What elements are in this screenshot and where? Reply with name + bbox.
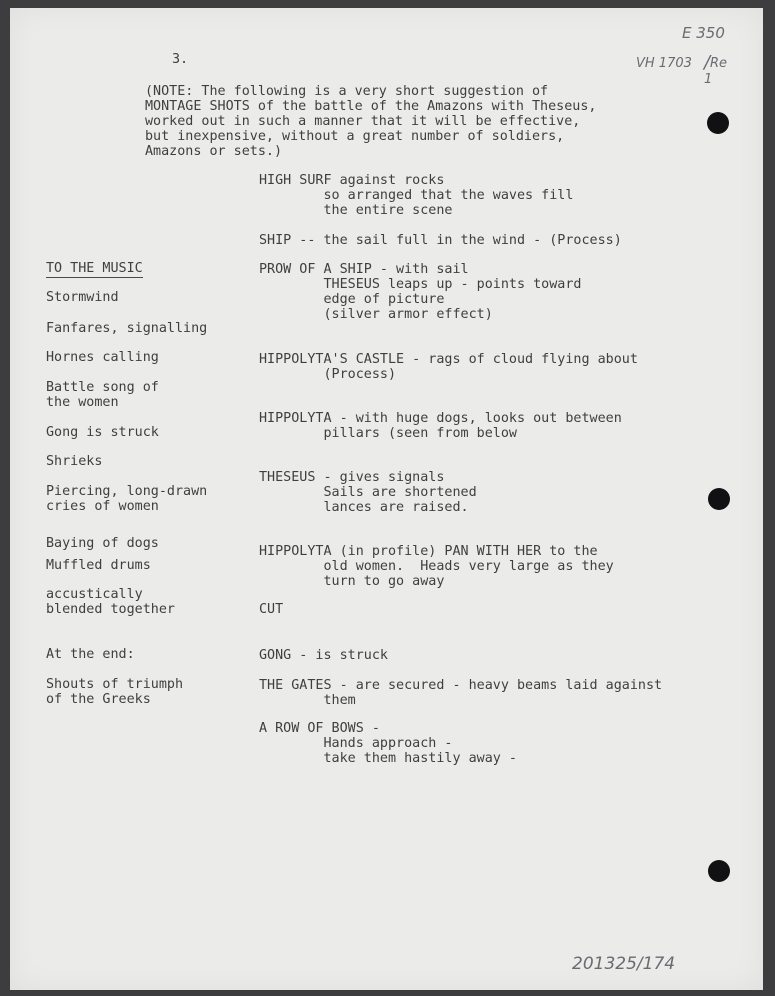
music-cue: Piercing, long-drawn cries of women <box>46 484 208 514</box>
music-heading: TO THE MUSIC <box>46 261 143 276</box>
music-cue: Shrieks <box>46 454 103 469</box>
note-line: MONTAGE SHOTS of the battle of the Amazons with Theseus, <box>145 99 597 114</box>
shot-description: SHIP -- the sail full in the wind - (Process) <box>259 233 622 248</box>
music-cue: Shouts of triumph of the Greeks <box>46 677 184 707</box>
music-cue: Baying of dogs <box>46 536 159 551</box>
music-cue: Gong is struck <box>46 425 159 440</box>
punch-hole <box>707 112 729 134</box>
note-line: Amazons or sets.) <box>145 144 283 159</box>
archive-inventory-number: 201325/174 <box>572 954 676 974</box>
music-cue: Stormwind <box>46 290 119 305</box>
shot-description: GONG - is struck <box>259 648 388 663</box>
shot-description: A ROW OF BOWS - Hands approach - take them hastily away - <box>259 721 517 766</box>
music-cue: Battle song of the women <box>46 380 159 410</box>
archive-signature: 1 <box>704 72 713 87</box>
music-cue: Muffled drums <box>46 558 151 573</box>
shot-description: HIPPOLYTA - with huge dogs, looks out between pillars (seen from below <box>259 411 622 441</box>
music-cue: Fanfares, signalling <box>46 321 208 336</box>
note-line: (NOTE: The following is a very short suggestion of <box>145 84 549 99</box>
music-cue: accustically blended together <box>46 587 175 617</box>
shot-description: HIPPOLYTA'S CASTLE - rags of cloud flying about (Process) <box>259 352 638 382</box>
shot-description: CUT <box>259 602 284 617</box>
page-number: 3. <box>172 52 189 67</box>
archive-code: E 350 <box>682 24 725 42</box>
archive-signature: Re <box>710 56 728 71</box>
shot-description: THE GATES - are secured - heavy beams laid against them <box>259 678 663 708</box>
archive-signature: VH 1703 <box>636 56 692 71</box>
note-line: worked out in such a manner that it will be effective, <box>145 114 581 129</box>
archive-signature-slash: / <box>704 52 711 73</box>
shot-description: THESEUS - gives signals Sails are shortened lances are raised. <box>259 470 477 515</box>
shot-description: PROW OF A SHIP - with sail THESEUS leaps up - points toward edge of picture (silver armor effect) <box>259 262 582 322</box>
shot-description: HIGH SURF against rocks so arranged that the waves fill the entire scene <box>259 173 574 218</box>
punch-hole <box>708 860 730 882</box>
music-cue: Hornes calling <box>46 350 159 365</box>
music-cue: At the end: <box>46 647 135 662</box>
shot-description: HIPPOLYTA (in profile) PAN WITH HER to the old women. Heads very large as they turn to go away <box>259 544 614 589</box>
punch-hole <box>708 488 730 510</box>
note-line: but inexpensive, without a great number of soldiers, <box>145 129 565 144</box>
